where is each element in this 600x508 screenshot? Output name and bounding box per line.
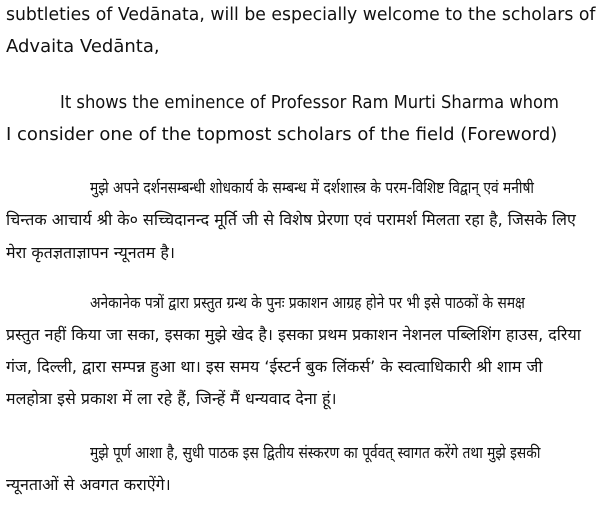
- hindi-p1-line-3: मेरा कृतज्ञताज्ञापन न्यूनतम है।: [6, 243, 175, 262]
- english-line-4: I consider one of the topmost scholars of the field (Foreword): [6, 124, 558, 145]
- hindi-p2-line-4: मलहोत्रा इसे प्रकाश में ला रहे हैं, जिन्हें मैं धन्यवाद देना हूं।: [6, 389, 337, 408]
- english-line-3: It shows the eminence of Professor Ram Murti Sharma whom: [60, 92, 559, 113]
- english-line-1: subtleties of Vedānata, will be especially welcome to the scholars of: [6, 4, 596, 25]
- hindi-p3-line-1: मुझे पूर्ण आशा है, सुधी पाठक इस द्वितीय संस्करण का पूर्ववत् स्वागत करेंगे तथा मुझे इसकी: [90, 443, 541, 462]
- hindi-p1-line-1: मुझे अपने दर्शनसम्बन्धी शोधकार्य के सम्बन्ध में दर्शशास्त्र के परम-विशिष्ट विद्वान् एवं मनीषी: [90, 178, 535, 197]
- hindi-p3-line-2: न्यूनताओं से अवगत कराऐंगे।: [6, 475, 171, 494]
- hindi-p2-line-2: प्रस्तुत नहीं किया जा सका, इसका मुझे खेद है। इसका प्रथम प्रकाशन नेशनल पब्लिशिंग हाउस, दरिया: [6, 325, 581, 344]
- hindi-p2-line-3: गंज, दिल्ली, द्वारा सम्पन्न हुआ था। इस समय ‘ईस्टर्न बुक लिंकर्स’ के स्वत्वाधिकारी श्री शाम जी: [6, 357, 543, 376]
- hindi-p2-line-1: अनेकानेक पत्रों द्वारा प्रस्तुत ग्रन्थ के पुनः प्रकाशन आग्रह होने पर भी इसे पाठकों के समक्ष: [90, 293, 525, 312]
- english-line-2: Advaita Vedānta,: [6, 36, 160, 57]
- hindi-p1-line-2: चिन्तक आचार्य श्री के० सच्चिदानन्द मूर्ति जी से विशेष प्रेरणा एवं परामर्श मिलता रहा है, जिसके लिए: [6, 210, 576, 229]
